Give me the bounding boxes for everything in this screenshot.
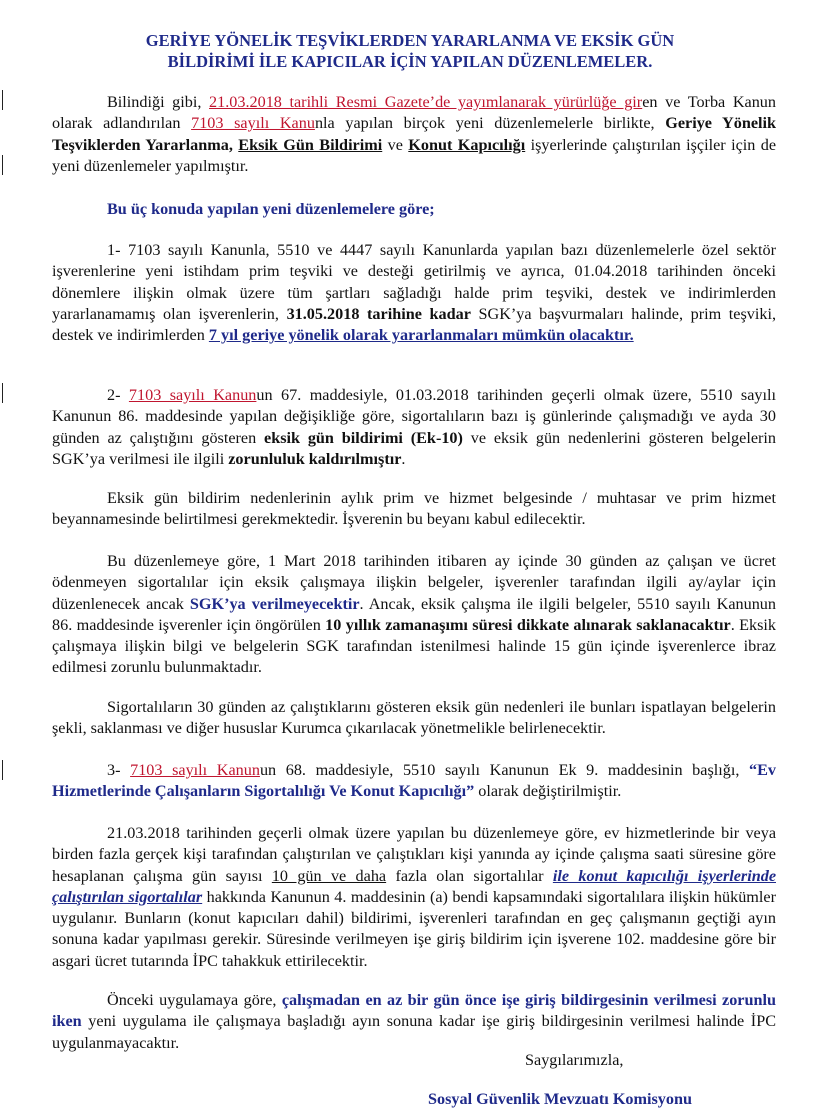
revision-bar: [2, 155, 3, 175]
bold-text: Geriye Yönelik Teşviklerden Yararlanma,: [52, 114, 777, 154]
paragraph-eksik-gun: [52, 488, 776, 531]
paragraph-item-3: [52, 760, 776, 803]
bold-italic-underlined-text: ile konut kapıcılığı işyerlerinde çalıştırılan sigortalılar: [52, 866, 776, 906]
text-run: Eksik gün bildirim nedenlerinin aylık prim ve hizmet belgesinde / muhtasar ve prim hizmet beyannamesinde belirtilmesi gerekmektedir. İşverenin bu beyanı kabul edilecektir.: [52, 489, 776, 529]
bold-text: eksik gün bildirimi (Ek-10): [264, 428, 463, 447]
text-run: Önceki uygulamaya göre,: [107, 991, 282, 1009]
paragraph-sigortalilar: [52, 697, 776, 740]
text-run: . Eksik çalışmaya ilişkin bilgi ve belgelerin SGK tarafından istenilmesi halinde 15 gün içinde işverenlerce ibraz edilmesi zorunlu bulunmaktadır.: [52, 615, 777, 677]
text-run: yeni uygulama ile çalışmaya başladığı ayın sonuna kadar işe giriş bildirgesinin verilmesi halinde İPC uygulanmayacaktır.: [52, 1012, 776, 1052]
text-run: .: [401, 449, 406, 468]
revision-text: 7103 sayılı Kanun: [130, 761, 260, 779]
revision-text: 7103 sayılı Kanun: [128, 386, 257, 404]
section-intro: [52, 199, 776, 220]
revision-bar: [2, 90, 3, 110]
title-line-1: GERİYE YÖNELİK TEŞVİKLERDEN YARARLANMA VE EKSİK GÜN: [145, 31, 675, 50]
signature-text: Sosyal Güvenlik Mevzuatı Komisyonu: [428, 1090, 692, 1108]
text-run: nla yapılan birçok yeni düzenlemelerle birlikte,: [314, 114, 666, 133]
bold-underlined-text: Eksik Gün Bildirimi: [238, 135, 383, 154]
bold-text: 10 yıllık zamanaşımı süresi dikkate alınarak saklanacaktır: [325, 615, 731, 634]
paragraph-duzenleme: [52, 551, 776, 679]
text-run: un 67. maddesiyle, 01.03.2018 tarihinden geçerli olmak üzere, 5510 sayılı Kanunun 86. maddesinde yapılan değişikliğe göre, sigortalıların bazı iş günlerinde çalışmadığı ve ayda 30 günden az çalıştığını gösteren: [52, 386, 777, 447]
text-run: işyerlerinde çalıştırılan işçiler için de yeni düzenlemeler yapılmıştır.: [52, 135, 777, 175]
revision-text: 7103 sayılı Kanu: [191, 114, 315, 133]
text-run: SGK’ya başvurmaları halinde, prim teşviki, destek ve indirimlerden: [52, 304, 777, 345]
paragraph-item-2: [52, 385, 776, 470]
bold-text: 31.05.2018 tarihine kadar: [286, 304, 471, 323]
revision-bar: [2, 760, 3, 780]
paragraph-item-1: [52, 240, 776, 346]
bold-text: zorunluluk kaldırılmıştır: [228, 449, 402, 468]
bold-text: “Ev Hizmetlerinde Çalışanların Sigortalılığı Ve Konut Kapıcılığı”: [52, 761, 776, 801]
bold-text: Bu üç konuda yapılan yeni düzenlemelere göre;: [107, 200, 435, 218]
title-line-2: BİLDİRİMİ İLE KAPICILAR İÇİN YAPILAN DÜZENLEMELER.: [167, 52, 653, 71]
bold-text: SGK’ya verilmeyecektir: [189, 594, 360, 613]
closing-text: Saygılarımızla,: [525, 1051, 624, 1069]
text-run: ve: [382, 135, 409, 154]
text-run: 21.03.2018 tarihinden geçerli olmak üzere yapılan bu düzenlemeye göre, ev hizmetlerinde bir veya birden fazla gerçek kişi tarafından çalıştırılan ve çalıştıkları kişi yanında ay içinde çalışma saati süresine göre hesaplanan çalışma gün sayısı: [52, 824, 776, 885]
text-run: fazla olan sigortalılar: [386, 866, 553, 885]
text-run: Bilindiği gibi,: [107, 93, 210, 111]
paragraph-kapicilik: [52, 823, 776, 972]
bold-underlined-text: Konut Kapıcılığı: [408, 135, 526, 154]
text-run: un 68. maddesiyle, 5510 sayılı Kanunun Ek 9. maddesinin başlığı,: [259, 761, 749, 779]
text-run: olarak değiştirilmiştir.: [474, 782, 622, 801]
text-run: 2-: [107, 386, 129, 404]
revision-text: 21.03.2018 tarihli Resmi Gazete’de yayımlanarak yürürlüğe gir: [209, 93, 643, 111]
text-run: Bu düzenlemeye göre, 1 Mart 2018 tarihinden itibaren ay içinde 30 günden az çalışan ve ücret ödenmeyen sigortalılar için eksik çalışmaya ilişkin belgeler, işverenler tarafından ilgili ay/aylar için düzenlenecek ancak: [52, 552, 776, 613]
text-run: hakkında Kanunun 4. maddesinin (a) bendi kapsamındaki sigortalılara ilişkin hükümler uygulanır. Bunların (konut kapıcıları dahil) bildirimi, işverenleri tarafından en geç çalışmanın geçtiği ayın sonuna kadar yapılması gerekir. Süresinde verilmeyen işe giriş bildirim için işverene 102. maddesine göre bir asgari ücret tutarında İPC tahakkuk ettirilecektir.: [52, 887, 776, 970]
text-run: Sigortalıların 30 günden az çalıştıklarını gösteren eksik gün nedenleri ile bunları ispatlayan belgelerin şekli, saklanması ve diğer hususlar Kurumca çıkarılacak yönetmelikle belirlenecektir.: [52, 698, 776, 738]
text-run: . Ancak, eksik çalışma ile ilgili belgeler, 5510 sayılı Kanunun 86. maddesinde işverenler için öngörülen: [52, 594, 776, 634]
document-title: [0, 30, 820, 72]
revision-bar: [2, 383, 3, 403]
underlined-text: 10 gün ve daha: [271, 866, 387, 885]
text-run: 3-: [107, 761, 131, 779]
text-run: 1- 7103 sayılı Kanunla, 5510 ve 4447 sayılı Kanunlarda yapılan bazı düzenlemelerle özel sektör işverenlerine yeni istihdam prim teşviki ve desteği getirilmiş ve ayrıca, 01.04.2018 tarihinden önceki dönemlere ilişkin olmak üzere tüm şartları sağladığı halde prim teşviki, destek ve indirimlerden yararlanamamış olan işverenlerin,: [52, 241, 776, 323]
text-run: en ve Torba Kanun olarak adlandırılan: [52, 93, 776, 133]
bold-text: çalışmadan en az bir gün önce işe giriş bildirgesinin verilmesi zorunlu iken: [52, 991, 776, 1031]
intro-paragraph: [52, 92, 776, 177]
paragraph-onceki-uygulama: [52, 990, 776, 1054]
text-run: ve eksik gün nedenlerini gösteren belgelerin SGK’ya verilmesi ile ilgili: [52, 428, 776, 468]
bold-underlined-text: 7 yıl geriye yönelik olarak yararlanmaları mümkün olacaktır.: [208, 326, 634, 345]
